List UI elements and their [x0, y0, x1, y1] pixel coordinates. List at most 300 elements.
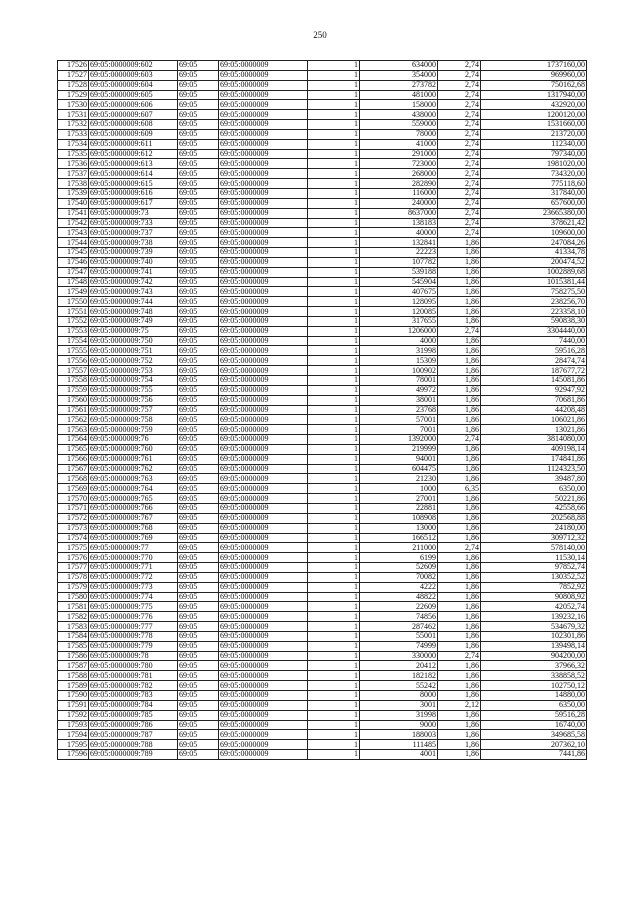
table-row — [58, 651, 587, 661]
category-cell: 1 — [308, 100, 360, 110]
area-cell: 188003 — [360, 730, 438, 740]
rate-cell: 2,74 — [438, 198, 481, 208]
row-number-cell: 17591 — [58, 700, 89, 710]
cadastral-number-cell: 69:05:0000009:777 — [89, 622, 178, 632]
area-cell: 22223 — [360, 248, 438, 258]
category-cell: 1 — [308, 159, 360, 169]
area-cell: 4000 — [360, 336, 438, 346]
cadastral-number-cell: 69:05:0000009:615 — [89, 179, 178, 189]
table-row — [58, 376, 587, 386]
rate-cell: 1,86 — [438, 444, 481, 454]
table-row — [58, 730, 587, 740]
table-row — [58, 572, 587, 582]
district-code-cell: 69:05 — [178, 494, 219, 504]
cadastral-number-cell: 69:05:0000009:770 — [89, 553, 178, 563]
cadastral-number-cell: 69:05:0000009:740 — [89, 257, 178, 267]
quarter-code-cell: 69:05:0000009 — [219, 385, 308, 395]
table-row — [58, 61, 587, 71]
district-code-cell: 69:05 — [178, 602, 219, 612]
table-row — [58, 405, 587, 415]
cadastral-value-cell: 590838,30 — [481, 316, 587, 326]
table-row — [58, 720, 587, 730]
district-code-cell: 69:05 — [178, 336, 219, 346]
rate-cell: 2,74 — [438, 543, 481, 553]
row-number-cell: 17570 — [58, 494, 89, 504]
area-cell: 41000 — [360, 139, 438, 149]
quarter-code-cell: 69:05:0000009 — [219, 238, 308, 248]
rate-cell: 2,74 — [438, 159, 481, 169]
rate-cell: 1,86 — [438, 592, 481, 602]
category-cell: 1 — [308, 641, 360, 651]
area-cell: 158000 — [360, 100, 438, 110]
cadastral-number-cell: 69:05:0000009:741 — [89, 267, 178, 277]
district-code-cell: 69:05 — [178, 90, 219, 100]
cadastral-value-cell: 969960,00 — [481, 70, 587, 80]
rate-cell: 1,86 — [438, 691, 481, 701]
cadastral-value-cell: 50221,86 — [481, 494, 587, 504]
row-number-cell: 17542 — [58, 218, 89, 228]
district-code-cell: 69:05 — [178, 346, 219, 356]
quarter-code-cell: 69:05:0000009 — [219, 671, 308, 681]
cadastral-value-cell: 59516,28 — [481, 710, 587, 720]
category-cell: 1 — [308, 169, 360, 179]
district-code-cell: 69:05 — [178, 750, 219, 760]
area-cell: 268000 — [360, 169, 438, 179]
table-row — [58, 641, 587, 651]
cadastral-number-cell: 69:05:0000009:760 — [89, 444, 178, 454]
cadastral-value-cell: 23665380,00 — [481, 208, 587, 218]
cadastral-number-cell: 69:05:0000009:743 — [89, 287, 178, 297]
row-number-cell: 17553 — [58, 326, 89, 336]
category-cell: 1 — [308, 553, 360, 563]
cadastral-value-cell: 904200,00 — [481, 651, 587, 661]
area-cell: 3001 — [360, 700, 438, 710]
cadastral-number-cell: 69:05:0000009:776 — [89, 612, 178, 622]
category-cell: 1 — [308, 444, 360, 454]
district-code-cell: 69:05 — [178, 631, 219, 641]
row-number-cell: 17552 — [58, 316, 89, 326]
table-row — [58, 208, 587, 218]
cadastral-number-cell: 69:05:0000009:77 — [89, 543, 178, 553]
area-cell: 107782 — [360, 257, 438, 267]
category-cell: 1 — [308, 179, 360, 189]
district-code-cell: 69:05 — [178, 198, 219, 208]
rate-cell: 2,74 — [438, 208, 481, 218]
rate-cell: 1,86 — [438, 395, 481, 405]
quarter-code-cell: 69:05:0000009 — [219, 631, 308, 641]
cadastral-value-cell: 1002889,68 — [481, 267, 587, 277]
category-cell: 1 — [308, 592, 360, 602]
row-number-cell: 17555 — [58, 346, 89, 356]
table-row — [58, 681, 587, 691]
cadastral-number-cell: 69:05:0000009:617 — [89, 198, 178, 208]
category-cell: 1 — [308, 129, 360, 139]
cadastral-number-cell: 69:05:0000009:752 — [89, 356, 178, 366]
area-cell: 22609 — [360, 602, 438, 612]
cadastral-value-cell: 7441,86 — [481, 750, 587, 760]
cadastral-value-cell: 7440,00 — [481, 336, 587, 346]
category-cell: 1 — [308, 385, 360, 395]
district-code-cell: 69:05 — [178, 100, 219, 110]
cadastral-value-cell: 174841,86 — [481, 454, 587, 464]
rate-cell: 2,74 — [438, 435, 481, 445]
category-cell: 1 — [308, 277, 360, 287]
table-row — [58, 188, 587, 198]
area-cell: 20412 — [360, 661, 438, 671]
rate-cell: 1,86 — [438, 248, 481, 258]
row-number-cell: 17527 — [58, 70, 89, 80]
quarter-code-cell: 69:05:0000009 — [219, 61, 308, 71]
table-row — [58, 740, 587, 750]
category-cell: 1 — [308, 513, 360, 523]
rate-cell: 1,86 — [438, 631, 481, 641]
cadastral-value-cell: 1981020,00 — [481, 159, 587, 169]
row-number-cell: 17569 — [58, 484, 89, 494]
quarter-code-cell: 69:05:0000009 — [219, 425, 308, 435]
row-number-cell: 17560 — [58, 395, 89, 405]
table-row — [58, 129, 587, 139]
cadastral-number-cell: 69:05:0000009:739 — [89, 248, 178, 258]
row-number-cell: 17536 — [58, 159, 89, 169]
cadastral-value-cell: 90808,92 — [481, 592, 587, 602]
cadastral-number-cell: 69:05:0000009:76 — [89, 435, 178, 445]
area-cell: 120085 — [360, 307, 438, 317]
row-number-cell: 17529 — [58, 90, 89, 100]
cadastral-value-cell: 102750,12 — [481, 681, 587, 691]
category-cell: 1 — [308, 671, 360, 681]
district-code-cell: 69:05 — [178, 425, 219, 435]
row-number-cell: 17565 — [58, 444, 89, 454]
cadastral-value-cell: 6350,00 — [481, 700, 587, 710]
row-number-cell: 17531 — [58, 110, 89, 120]
district-code-cell: 69:05 — [178, 681, 219, 691]
table-row — [58, 425, 587, 435]
row-number-cell: 17545 — [58, 248, 89, 258]
rate-cell: 1,86 — [438, 376, 481, 386]
cadastral-value-cell: 578140,00 — [481, 543, 587, 553]
row-number-cell: 17530 — [58, 100, 89, 110]
cadastral-value-cell: 534679,32 — [481, 622, 587, 632]
row-number-cell: 17563 — [58, 425, 89, 435]
quarter-code-cell: 69:05:0000009 — [219, 494, 308, 504]
district-code-cell: 69:05 — [178, 385, 219, 395]
area-cell: 49972 — [360, 385, 438, 395]
district-code-cell: 69:05 — [178, 454, 219, 464]
rate-cell: 1,86 — [438, 297, 481, 307]
category-cell: 1 — [308, 110, 360, 120]
rate-cell: 2,74 — [438, 218, 481, 228]
table-row — [58, 395, 587, 405]
quarter-code-cell: 69:05:0000009 — [219, 523, 308, 533]
cadastral-number-cell: 69:05:0000009:614 — [89, 169, 178, 179]
district-code-cell: 69:05 — [178, 671, 219, 681]
table-row — [58, 582, 587, 592]
quarter-code-cell: 69:05:0000009 — [219, 435, 308, 445]
rate-cell: 1,86 — [438, 523, 481, 533]
table-row — [58, 257, 587, 267]
cadastral-number-cell: 69:05:0000009:786 — [89, 720, 178, 730]
row-number-cell: 17554 — [58, 336, 89, 346]
cadastral-number-cell: 69:05:0000009:755 — [89, 385, 178, 395]
table-row — [58, 169, 587, 179]
area-cell: 70082 — [360, 572, 438, 582]
row-number-cell: 17589 — [58, 681, 89, 691]
quarter-code-cell: 69:05:0000009 — [219, 80, 308, 90]
row-number-cell: 17567 — [58, 464, 89, 474]
row-number-cell: 17588 — [58, 671, 89, 681]
quarter-code-cell: 69:05:0000009 — [219, 533, 308, 543]
area-cell: 132841 — [360, 238, 438, 248]
cadastral-value-cell: 130352,52 — [481, 572, 587, 582]
row-number-cell: 17573 — [58, 523, 89, 533]
cadastral-value-cell: 309712,32 — [481, 533, 587, 543]
table-row — [58, 691, 587, 701]
category-cell: 1 — [308, 503, 360, 513]
category-cell: 1 — [308, 297, 360, 307]
rate-cell: 1,86 — [438, 267, 481, 277]
rate-cell: 1,86 — [438, 287, 481, 297]
district-code-cell: 69:05 — [178, 484, 219, 494]
quarter-code-cell: 69:05:0000009 — [219, 228, 308, 238]
category-cell: 1 — [308, 90, 360, 100]
table-row — [58, 198, 587, 208]
district-code-cell: 69:05 — [178, 543, 219, 553]
quarter-code-cell: 69:05:0000009 — [219, 346, 308, 356]
rate-cell: 2,74 — [438, 326, 481, 336]
cadastral-value-cell: 6350,00 — [481, 484, 587, 494]
cadastral-value-cell: 37966,32 — [481, 661, 587, 671]
area-cell: 6199 — [360, 553, 438, 563]
cadastral-value-cell: 1124323,50 — [481, 464, 587, 474]
table-row — [58, 80, 587, 90]
district-code-cell: 69:05 — [178, 523, 219, 533]
district-code-cell: 69:05 — [178, 661, 219, 671]
row-number-cell: 17540 — [58, 198, 89, 208]
district-code-cell: 69:05 — [178, 316, 219, 326]
row-number-cell: 17580 — [58, 592, 89, 602]
area-cell: 15309 — [360, 356, 438, 366]
area-cell: 38001 — [360, 395, 438, 405]
cadastral-number-cell: 69:05:0000009:783 — [89, 691, 178, 701]
category-cell: 1 — [308, 622, 360, 632]
cadastral-number-cell: 69:05:0000009:763 — [89, 474, 178, 484]
category-cell: 1 — [308, 631, 360, 641]
cadastral-value-cell: 102301,86 — [481, 631, 587, 641]
rate-cell: 1,86 — [438, 661, 481, 671]
rate-cell: 1,86 — [438, 366, 481, 376]
quarter-code-cell: 69:05:0000009 — [219, 740, 308, 750]
district-code-cell: 69:05 — [178, 513, 219, 523]
category-cell: 1 — [308, 139, 360, 149]
quarter-code-cell: 69:05:0000009 — [219, 641, 308, 651]
quarter-code-cell: 69:05:0000009 — [219, 110, 308, 120]
category-cell: 1 — [308, 750, 360, 760]
table-row — [58, 474, 587, 484]
cadastral-number-cell: 69:05:0000009:603 — [89, 70, 178, 80]
table-row — [58, 139, 587, 149]
cadastral-number-cell: 69:05:0000009:602 — [89, 61, 178, 71]
quarter-code-cell: 69:05:0000009 — [219, 464, 308, 474]
table-row — [58, 563, 587, 573]
area-cell: 539188 — [360, 267, 438, 277]
area-cell: 282890 — [360, 179, 438, 189]
cadastral-value-cell: 207362,10 — [481, 740, 587, 750]
category-cell: 1 — [308, 494, 360, 504]
cadastral-value-cell: 734320,00 — [481, 169, 587, 179]
row-number-cell: 17535 — [58, 149, 89, 159]
rate-cell: 1,86 — [438, 513, 481, 523]
area-cell: 22881 — [360, 503, 438, 513]
district-code-cell: 69:05 — [178, 218, 219, 228]
area-cell: 9000 — [360, 720, 438, 730]
cadastral-value-cell: 39487,80 — [481, 474, 587, 484]
row-number-cell: 17579 — [58, 582, 89, 592]
cadastral-number-cell: 69:05:0000009:616 — [89, 188, 178, 198]
quarter-code-cell: 69:05:0000009 — [219, 287, 308, 297]
table-row — [58, 484, 587, 494]
row-number-cell: 17547 — [58, 267, 89, 277]
table-row — [58, 356, 587, 366]
cadastral-value-cell: 1015381,44 — [481, 277, 587, 287]
district-code-cell: 69:05 — [178, 572, 219, 582]
cadastral-number-cell: 69:05:0000009:605 — [89, 90, 178, 100]
rate-cell: 2,74 — [438, 179, 481, 189]
district-code-cell: 69:05 — [178, 267, 219, 277]
cadastral-value-cell: 657600,00 — [481, 198, 587, 208]
quarter-code-cell: 69:05:0000009 — [219, 366, 308, 376]
category-cell: 1 — [308, 415, 360, 425]
cadastral-number-cell: 69:05:0000009:772 — [89, 572, 178, 582]
quarter-code-cell: 69:05:0000009 — [219, 720, 308, 730]
table-row — [58, 533, 587, 543]
row-number-cell: 17596 — [58, 750, 89, 760]
row-number-cell: 17592 — [58, 710, 89, 720]
row-number-cell: 17568 — [58, 474, 89, 484]
area-cell: 8637000 — [360, 208, 438, 218]
cadastral-number-cell: 69:05:0000009:748 — [89, 307, 178, 317]
quarter-code-cell: 69:05:0000009 — [219, 691, 308, 701]
table-row — [58, 454, 587, 464]
cadastral-value-cell: 139498,14 — [481, 641, 587, 651]
cadastral-value-cell: 1531660,00 — [481, 120, 587, 130]
cadastral-number-cell: 69:05:0000009:75 — [89, 326, 178, 336]
cadastral-number-cell: 69:05:0000009:779 — [89, 641, 178, 651]
row-number-cell: 17590 — [58, 691, 89, 701]
category-cell: 1 — [308, 80, 360, 90]
rate-cell: 1,86 — [438, 307, 481, 317]
cadastral-value-cell: 349685,58 — [481, 730, 587, 740]
category-cell: 1 — [308, 336, 360, 346]
quarter-code-cell: 69:05:0000009 — [219, 592, 308, 602]
table-row — [58, 415, 587, 425]
category-cell: 1 — [308, 198, 360, 208]
category-cell: 1 — [308, 356, 360, 366]
row-number-cell: 17557 — [58, 366, 89, 376]
table-row — [58, 228, 587, 238]
category-cell: 1 — [308, 218, 360, 228]
cadastral-value-cell: 139232,16 — [481, 612, 587, 622]
category-cell: 1 — [308, 572, 360, 582]
district-code-cell: 69:05 — [178, 740, 219, 750]
category-cell: 1 — [308, 563, 360, 573]
area-cell: 48822 — [360, 592, 438, 602]
area-cell: 481000 — [360, 90, 438, 100]
category-cell: 1 — [308, 533, 360, 543]
quarter-code-cell: 69:05:0000009 — [219, 572, 308, 582]
row-number-cell: 17577 — [58, 563, 89, 573]
row-number-cell: 17546 — [58, 257, 89, 267]
quarter-code-cell: 69:05:0000009 — [219, 563, 308, 573]
category-cell: 1 — [308, 395, 360, 405]
rate-cell: 1,86 — [438, 415, 481, 425]
area-cell: 13000 — [360, 523, 438, 533]
area-cell: 138183 — [360, 218, 438, 228]
table-row — [58, 523, 587, 533]
category-cell: 1 — [308, 454, 360, 464]
district-code-cell: 69:05 — [178, 730, 219, 740]
category-cell: 1 — [308, 474, 360, 484]
category-cell: 1 — [308, 366, 360, 376]
district-code-cell: 69:05 — [178, 257, 219, 267]
quarter-code-cell: 69:05:0000009 — [219, 297, 308, 307]
category-cell: 1 — [308, 464, 360, 474]
quarter-code-cell: 69:05:0000009 — [219, 661, 308, 671]
quarter-code-cell: 69:05:0000009 — [219, 454, 308, 464]
quarter-code-cell: 69:05:0000009 — [219, 503, 308, 513]
district-code-cell: 69:05 — [178, 464, 219, 474]
row-number-cell: 17587 — [58, 661, 89, 671]
row-number-cell: 17593 — [58, 720, 89, 730]
rate-cell: 2,74 — [438, 651, 481, 661]
category-cell: 1 — [308, 484, 360, 494]
rate-cell: 6,35 — [438, 484, 481, 494]
cadastral-number-cell: 69:05:0000009:782 — [89, 681, 178, 691]
rate-cell: 1,86 — [438, 553, 481, 563]
cadastral-number-cell: 69:05:0000009:767 — [89, 513, 178, 523]
row-number-cell: 17562 — [58, 415, 89, 425]
cadastral-value-cell: 41334,78 — [481, 248, 587, 258]
district-code-cell: 69:05 — [178, 592, 219, 602]
category-cell: 1 — [308, 740, 360, 750]
quarter-code-cell: 69:05:0000009 — [219, 267, 308, 277]
row-number-cell: 17558 — [58, 376, 89, 386]
area-cell: 166512 — [360, 533, 438, 543]
category-cell: 1 — [308, 267, 360, 277]
rate-cell: 1,86 — [438, 346, 481, 356]
cadastral-number-cell: 69:05:0000009:766 — [89, 503, 178, 513]
district-code-cell: 69:05 — [178, 582, 219, 592]
quarter-code-cell: 69:05:0000009 — [219, 602, 308, 612]
category-cell: 1 — [308, 287, 360, 297]
rate-cell: 1,86 — [438, 238, 481, 248]
rate-cell: 1,86 — [438, 474, 481, 484]
cadastral-number-cell: 69:05:0000009:759 — [89, 425, 178, 435]
cadastral-value-cell: 750162,68 — [481, 80, 587, 90]
cadastral-number-cell: 69:05:0000009:751 — [89, 346, 178, 356]
category-cell: 1 — [308, 405, 360, 415]
cadastral-number-cell: 69:05:0000009:611 — [89, 139, 178, 149]
cadastral-value-cell: 247084,26 — [481, 238, 587, 248]
table-row — [58, 631, 587, 641]
cadastral-value-table — [57, 60, 587, 760]
area-cell: 219999 — [360, 444, 438, 454]
table-row — [58, 159, 587, 169]
table-row — [58, 602, 587, 612]
district-code-cell: 69:05 — [178, 188, 219, 198]
rate-cell: 1,86 — [438, 641, 481, 651]
cadastral-value-cell: 338858,52 — [481, 671, 587, 681]
district-code-cell: 69:05 — [178, 356, 219, 366]
